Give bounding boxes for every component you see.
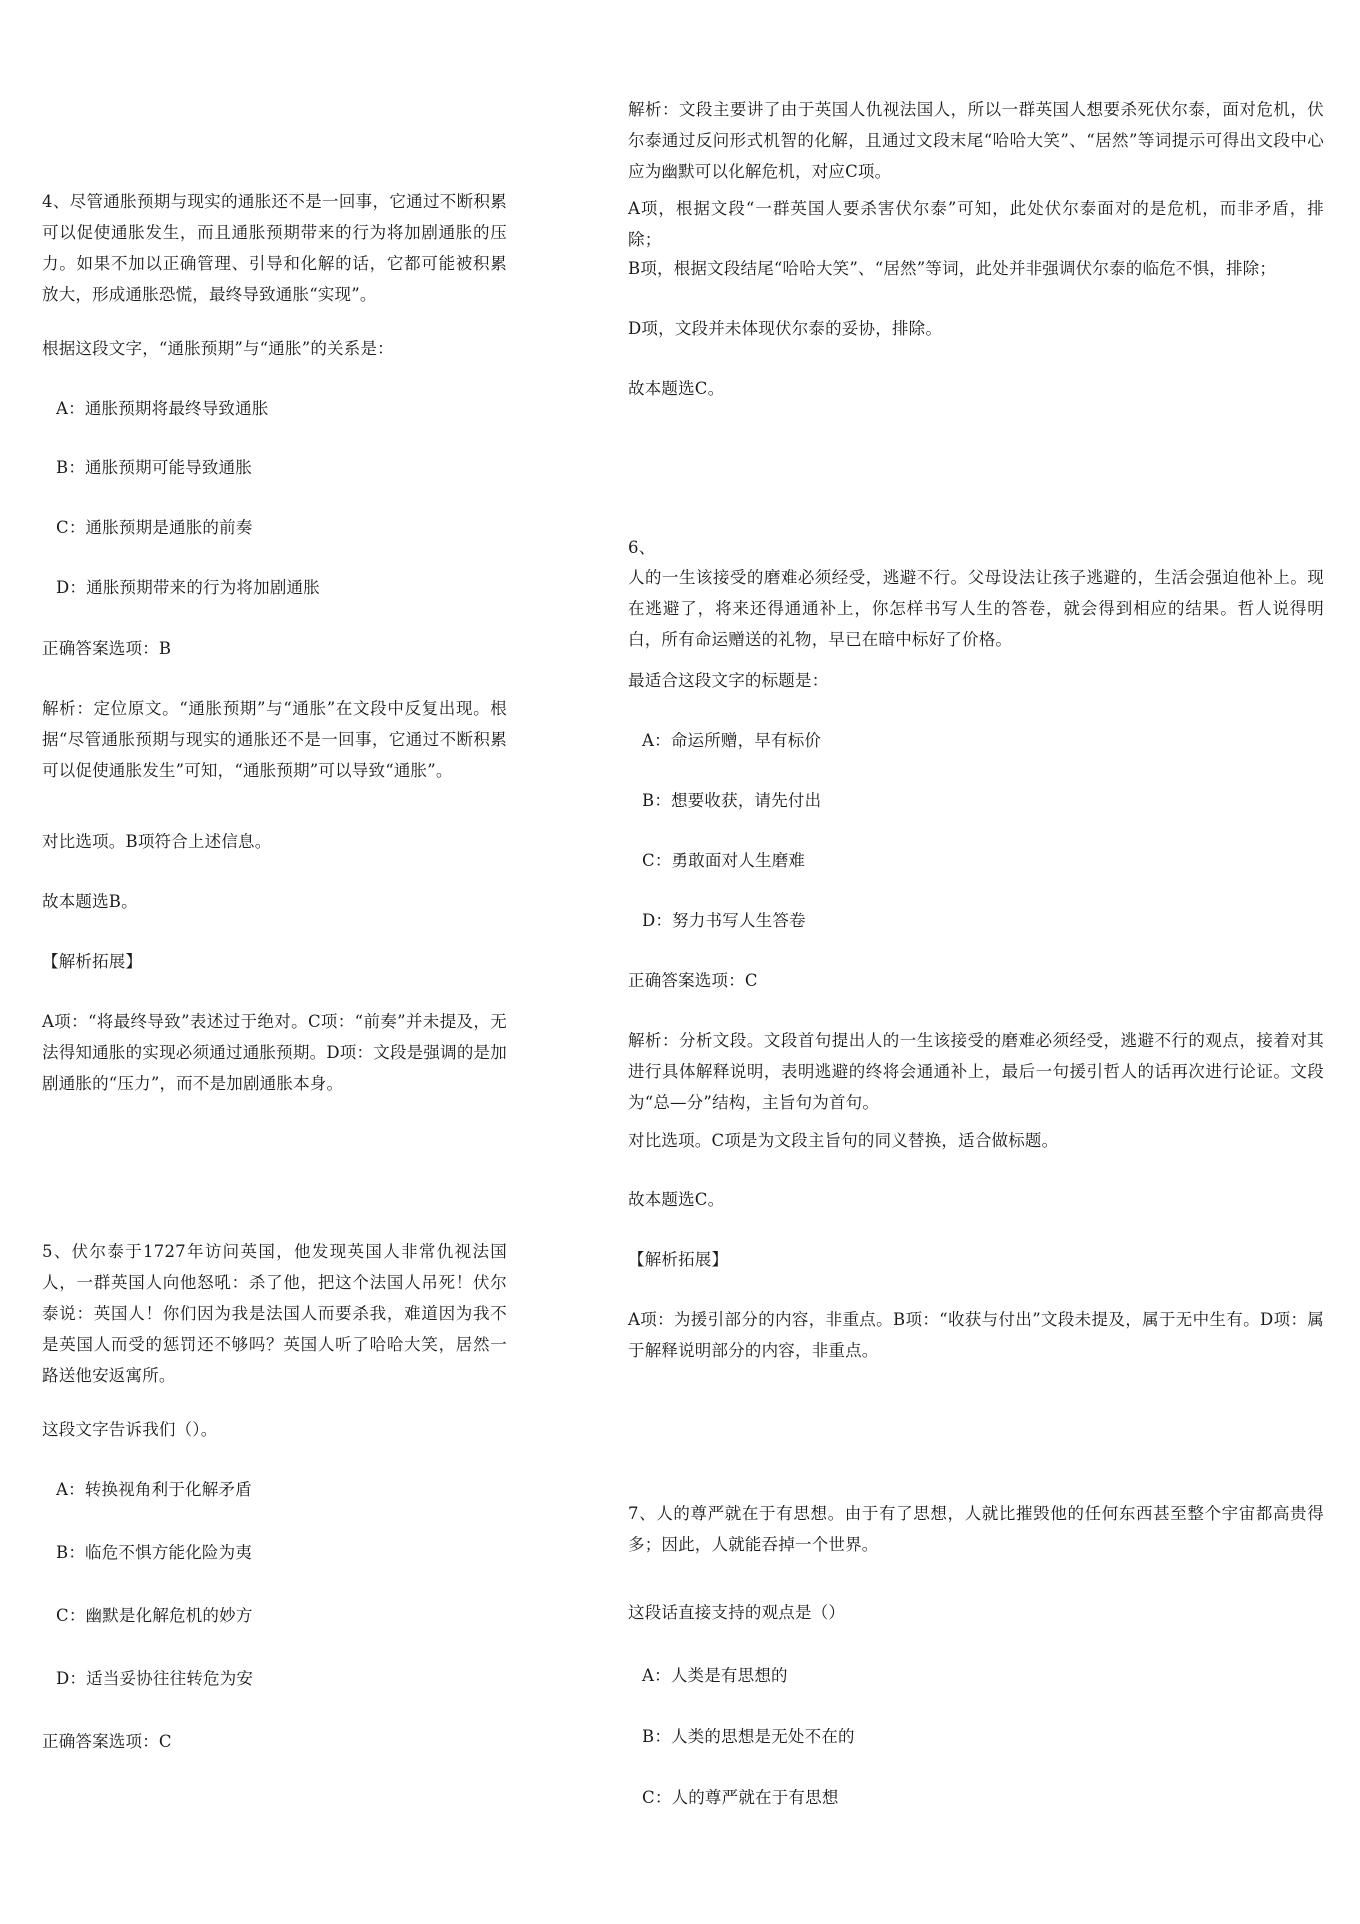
q6-analysis: 解析：分析文段。文段首句提出人的一生该接受的磨难必须经受，逃避不行的观点，接着对其进行具体解释说明，表明逃避的终将会通通补上，最后一句援引哲人的话再次进行论证。文段为“总—分”结构，主旨句为首句。 [628,1031,1324,1112]
q4-question: 根据这段文字，“通胀预期”与“通胀”的关系是： [42,339,394,358]
q5-option-a: A：转换视角利于化解矛盾 [56,1480,252,1499]
q6-compare: 对比选项。C项是为文段主旨句的同义替换，适合做标题。 [628,1131,1059,1150]
q4-extension-title: 【解析拓展】 [42,952,143,971]
q4-option-a: A：通胀预期将最终导致通胀 [56,399,269,418]
q5-question: 这段文字告诉我们（）。 [42,1420,218,1439]
q5-conclusion: 故本题选C。 [628,379,725,398]
q5-answer: 正确答案选项：C [42,1732,172,1751]
q4-option-b: B：通胀预期可能导致通胀 [56,458,253,477]
q5-analysis-a: A项，根据文段“一群英国人要杀害伏尔泰”可知，此处伏尔泰面对的是危机，而非矛盾，排除； [628,199,1324,249]
q5-analysis: 解析：文段主要讲了由于英国人仇视法国人，所以一群英国人想要杀死伏尔泰，面对危机，伏尔泰通过反问形式机智的化解，且通过文段末尾“哈哈大笑”、“居然”等词提示可得出文段中心应为幽默可以化解危机，对应C项。 [628,100,1324,181]
q4-extension-body: A项：“将最终导致”表述过于绝对。C项：“前奏”并未提及，无法得知通胀的实现必须通过通胀预期。D项：文段是强调的是加剧通胀的“压力”，而不是加剧通胀本身。 [42,1012,507,1093]
q6-option-d: D：努力书写人生答卷 [642,911,806,930]
q5-option-c: C：幽默是化解危机的妙方 [56,1606,253,1625]
q6-option-a: A：命运所赠，早有标价 [642,731,822,750]
q4-compare: 对比选项。B项符合上述信息。 [42,832,272,851]
q6-option-b: B：想要收获，请先付出 [642,791,822,810]
q6-stem: 人的一生该接受的磨难必须经受，逃避不行。父母设法让孩子逃避的，生活会强迫他补上。现在逃避了，将来还得通通补上，你怎样书写人生的答卷，就会得到相应的结果。哲人说得明白，所有命运赠送的礼物，早已在暗中标好了价格。 [628,568,1324,649]
q6-conclusion: 故本题选C。 [628,1190,725,1209]
q7-option-c: C：人的尊严就在于有思想 [642,1788,839,1807]
q4-analysis: 解析：定位原文。“通胀预期”与“通胀”在文段中反复出现。根据“尽管通胀预期与现实的通胀还不是一回事，它通过不断积累可以促使通胀发生”可知，“通胀预期”可以导致“通胀”。 [42,699,507,780]
q6-answer: 正确答案选项：C [628,971,758,990]
q7-question: 这段话直接支持的观点是（） [628,1603,846,1622]
q6-question: 最适合这段文字的标题是： [628,671,829,690]
q5-stem: 5、伏尔泰于1727年访问英国，他发现英国人非常仇视法国人，一群英国人向他怒吼：杀了他，把这个法国人吊死！伏尔泰说：英国人！你们因为我是法国人而要杀我，难道因为我不是英国人而受的惩罚还不够吗？英国人听了哈哈大笑，居然一路送他安返寓所。 [42,1242,507,1385]
q6-extension-body: A项：为援引部分的内容，非重点。B项：“收获与付出”文段未提及，属于无中生有。D项：属于解释说明部分的内容，非重点。 [628,1310,1324,1360]
q6-number: 6、 [628,538,656,557]
q4-conclusion: 故本题选B。 [42,892,138,911]
q5-analysis-b: B项，根据文段结尾“哈哈大笑”、“居然”等词，此处并非强调伏尔泰的临危不惧，排除； [628,259,1277,278]
q7-option-b: B：人类的思想是无处不在的 [642,1727,855,1746]
q4-option-d: D：通胀预期带来的行为将加剧通胀 [56,578,320,597]
q7-stem: 7、人的尊严就在于有思想。由于有了思想，人就比摧毁他的任何东西甚至整个宇宙都高贵得多；因此，人就能吞掉一个世界。 [628,1504,1324,1554]
q5-analysis-d: D项，文段并未体现伏尔泰的妥协，排除。 [628,319,943,338]
q6-extension-title: 【解析拓展】 [628,1250,729,1269]
q5-option-d: D：适当妥协往往转危为安 [56,1669,254,1688]
q4-stem: 4、尽管通胀预期与现实的通胀还不是一回事，它通过不断积累可以促使通胀发生，而且通胀预期带来的行为将加剧通胀的压力。如果不加以正确管理、引导和化解的话，它都可能被积累放大，形成通胀恐慌，最终导致通胀“实现”。 [42,192,507,304]
q5-option-b: B：临危不惧方能化险为夷 [56,1543,253,1562]
q6-option-c: C：勇敢面对人生磨难 [642,851,806,870]
q7-option-a: A：人类是有思想的 [642,1666,788,1685]
q4-answer: 正确答案选项：B [42,639,172,658]
q4-option-c: C：通胀预期是通胀的前奏 [56,518,253,537]
